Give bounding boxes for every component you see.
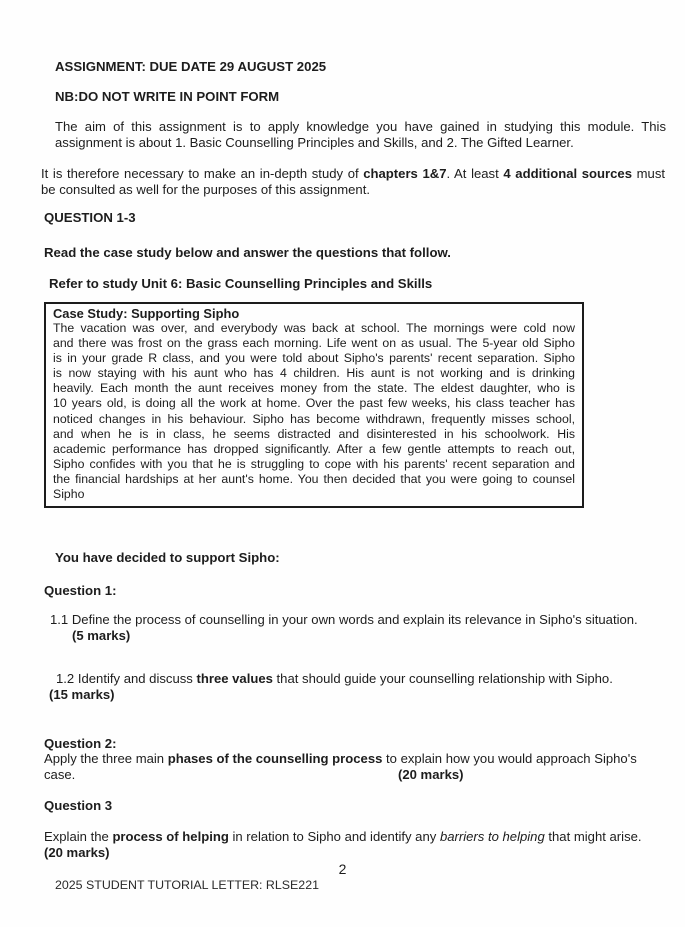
question-1-2-marks: (15 marks) xyxy=(49,686,115,702)
question-1-1-text: 1.1 Define the process of counselling in your own words and explain its relevance in Sipho's situation. xyxy=(50,612,638,627)
question-2-item xyxy=(44,751,644,782)
case-study-title: Case Study: Supporting Sipho xyxy=(53,306,240,321)
support-sipho-line: You have decided to support Sipho: xyxy=(55,550,280,565)
question-2-case-line xyxy=(44,767,644,783)
refer-unit-note: Refer to study Unit 6: Basic Counselling Principles and Skills xyxy=(49,276,433,291)
case-study-line: heavily. Each month the aunt receives money from the state. The eldest daughter, who is xyxy=(53,381,575,396)
case-study-line: 10 years old, is doing all the work at home. Over the past few weeks, his class teacher has xyxy=(53,396,575,411)
page-number: 2 xyxy=(338,861,347,877)
question-1-1-item xyxy=(50,612,638,643)
case-study-line: The vacation was over, and everybody was back at school. The mornings were cold now xyxy=(53,321,575,335)
question-range-heading: QUESTION 1-3 xyxy=(44,210,136,225)
case-study-line: and there was frost on the grass each morning. Life went on as usual. The 5-year old Sipho xyxy=(53,336,575,351)
assignment-aim-paragraph: The aim of this assignment is to apply knowledge you have gained in studying this module. This assignment is about 1. Basic Counselling Principles and Skills, and 2. The Gifted Learner. xyxy=(55,119,666,150)
read-case-study-instruction: Read the case study below and answer the questions that follow. xyxy=(44,245,451,260)
question-1-heading: Question 1: xyxy=(44,583,117,598)
question-2-heading: Question 2: xyxy=(44,736,117,751)
case-study-line: is in your grade R class, and you were told about Sipho's parents' recent separation. Sipho xyxy=(53,351,575,366)
question-1-2-text: 1.2 Identify and discuss three values that should guide your counselling relationship with Sipho. xyxy=(56,671,613,686)
case-study-line: the financial hardships at her aunt's home. You then decided that you were going to counsel xyxy=(53,471,575,486)
question-2-case-word: case. xyxy=(44,766,76,782)
question-2-text: Apply the three main phases of the counselling process to explain how you would approach Sipho's xyxy=(44,751,637,766)
question-1-1-marks: (5 marks) xyxy=(72,627,131,643)
case-study-line: noticed changes in his behaviour. Sipho has become withdrawn, frequently misses school, xyxy=(53,411,575,426)
footer-tutorial-letter: 2025 STUDENT TUTORIAL LETTER: RLSE221 xyxy=(55,878,319,892)
case-study-line: academic performance has dropped significantly. After a few gentle attempts to reach out, xyxy=(53,441,575,456)
case-study-line: and when he is in class, he seems distracted and disinterested in his schoolwork. His xyxy=(53,426,575,441)
question-3-marks: (20 marks) xyxy=(44,844,110,860)
study-requirement-paragraph: It is therefore necessary to make an in-depth study of chapters 1&7. At least 4 additional sources must be consulted as well for the purposes of this assignment. xyxy=(41,166,666,197)
question-3-text: Explain the process of helping in relation to Sipho and identify any barriers to helping that might arise. xyxy=(44,829,642,844)
assignment-due-date-heading: ASSIGNMENT: DUE DATE 29 AUGUST 2025 xyxy=(55,59,327,74)
case-study-box xyxy=(44,302,584,508)
question-3-item xyxy=(44,829,642,860)
case-study-line: is now staying with his aunt who has 4 children. His aunt is not working and is drinking xyxy=(53,366,575,381)
question-2-marks: (20 marks) xyxy=(398,766,464,782)
question-3-heading: Question 3 xyxy=(44,798,113,813)
question-1-2-item xyxy=(49,671,613,702)
case-study-line: Sipho xyxy=(53,487,85,502)
case-study-body xyxy=(53,321,575,502)
nb-note-heading: NB:DO NOT WRITE IN POINT FORM xyxy=(55,89,280,104)
case-study-line: Sipho confides with you that he is struggling to cope with his parents' recent separation and xyxy=(53,456,575,471)
